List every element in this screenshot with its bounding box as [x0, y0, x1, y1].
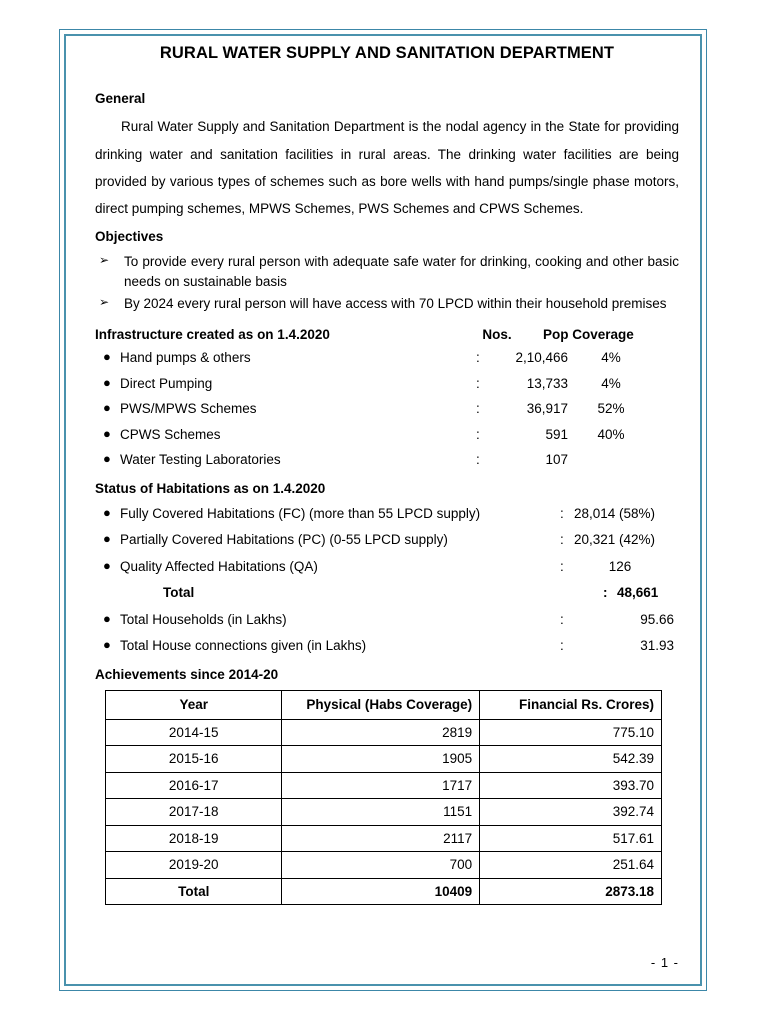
habitations-row [95, 504, 679, 521]
dot-bullet-icon: ● [103, 610, 111, 626]
habitations-label-text: Quality Affected Habitations (QA) [120, 558, 318, 574]
achievements-table-body [106, 719, 662, 905]
cell-physical: 1151 [282, 799, 480, 826]
habitations-value: 28,014 (58%) [574, 505, 656, 521]
cell-financial: 542.39 [480, 746, 662, 773]
colon-separator: : [603, 585, 608, 601]
dot-bullet-icon: ● [103, 374, 111, 390]
infrastructure-label-text: CPWS Schemes [120, 426, 221, 442]
column-header-year: Year [106, 690, 282, 719]
section-heading-achievements: Achievements since 2014-20 [95, 666, 279, 682]
dot-bullet-icon: ● [103, 637, 111, 653]
column-header-nos: Nos. [482, 327, 512, 343]
habitations-label [95, 557, 560, 574]
cell-financial: 517.61 [480, 825, 662, 852]
habitations-label-text: Partially Covered Habitations (PC) (0-55 LPCD supply) [120, 532, 448, 548]
achievements-table-head [106, 690, 662, 719]
table-row [106, 772, 662, 799]
habitations-label [95, 533, 560, 547]
table-row [106, 825, 662, 852]
achievements-table [105, 690, 662, 905]
infrastructure-row [95, 351, 679, 365]
dot-bullet-icon: ● [103, 557, 111, 573]
cell-physical: 2117 [282, 825, 480, 852]
colon-separator: : [560, 558, 564, 574]
dot-bullet-icon: ● [103, 504, 111, 520]
infrastructure-label-text: Water Testing Laboratories [120, 452, 281, 468]
infrastructure-nos-value: 36,917 [526, 401, 568, 417]
table-row [106, 746, 662, 773]
colon-separator: : [476, 401, 480, 417]
colon-separator: : [560, 505, 564, 521]
habitations-list [95, 504, 679, 654]
cell-financial: 775.10 [480, 719, 662, 746]
cell-physical: 1905 [282, 746, 480, 773]
section-heading-habitations: Status of Habitations as on 1.4.2020 [95, 480, 326, 496]
colon-separator: : [560, 638, 564, 654]
habitations-value: 126 [608, 558, 632, 574]
infrastructure-pop-value: 40% [597, 426, 625, 442]
habitations-row [95, 557, 679, 574]
column-header-pop-coverage: Pop Coverage [543, 327, 634, 343]
cell-year: 2015-16 [106, 746, 282, 773]
cell-physical: 700 [282, 852, 480, 879]
cell-physical: 2819 [282, 719, 480, 746]
infrastructure-row [95, 425, 679, 442]
table-row [106, 719, 662, 746]
habitations-label [95, 504, 560, 521]
section-heading-infrastructure: Infrastructure created as on 1.4.2020 [95, 327, 330, 343]
infrastructure-nos-value: 107 [545, 452, 568, 468]
cell-year: 2017-18 [106, 799, 282, 826]
column-header-financial: Financial Rs. Crores) [480, 690, 662, 719]
infrastructure-label [95, 453, 476, 467]
arrow-bullet-icon: ➢ [99, 294, 110, 309]
cell-financial: 251.64 [480, 852, 662, 879]
habitations-row [95, 610, 679, 627]
dot-bullet-icon: ● [103, 531, 111, 547]
cell-year: 2018-19 [106, 825, 282, 852]
cell-financial: 392.74 [480, 799, 662, 826]
infrastructure-label [95, 425, 476, 442]
infrastructure-row [95, 402, 679, 416]
habitations-label [95, 610, 560, 627]
table-header-row [106, 690, 662, 719]
habitations-row [95, 639, 679, 653]
habitations-label-text: Total Households (in Lakhs) [120, 611, 287, 627]
cell-physical: 1717 [282, 772, 480, 799]
section-heading-general: General [95, 90, 146, 106]
habitations-total-value: 48,661 [617, 585, 659, 601]
habitations-value: 31.93 [640, 638, 674, 654]
habitations-label-text: Fully Covered Habitations (FC) (more than 55 LPCD supply) [120, 505, 481, 521]
colon-separator: : [476, 350, 480, 366]
colon-separator: : [560, 611, 564, 627]
objectives-list [95, 252, 679, 314]
infrastructure-label [95, 351, 476, 365]
column-header-physical: Physical (Habs Coverage) [282, 690, 480, 719]
dot-bullet-icon: ● [103, 400, 111, 416]
objective-text: To provide every rural person with adequate safe water for drinking, cooking and other basic needs on sustainable basis [124, 253, 679, 289]
colon-separator: : [476, 426, 480, 442]
infrastructure-row [95, 453, 679, 467]
habitations-row [95, 533, 679, 547]
infrastructure-row [95, 374, 679, 391]
document-body [95, 44, 679, 905]
infrastructure-label-text: Direct Pumping [120, 375, 213, 391]
cell-total-financial: 2873.18 [480, 878, 662, 905]
habitations-value: 95.66 [640, 611, 674, 627]
infrastructure-nos-value: 13,733 [526, 375, 568, 391]
infrastructure-list [95, 351, 679, 467]
section-heading-objectives: Objectives [95, 229, 164, 245]
infrastructure-pop-value: 4% [601, 375, 621, 391]
infrastructure-label [95, 402, 476, 416]
arrow-bullet-icon: ➢ [99, 252, 110, 267]
dot-bullet-icon: ● [103, 425, 111, 441]
infrastructure-header-row [95, 327, 679, 342]
habitations-total-row [95, 586, 679, 600]
table-row [106, 852, 662, 879]
colon-separator: : [476, 375, 480, 391]
habitations-label [95, 639, 560, 653]
page-title: RURAL WATER SUPPLY AND SANITATION DEPARTMENT [159, 44, 615, 62]
habitations-value: 20,321 (42%) [574, 532, 656, 548]
infrastructure-label [95, 374, 476, 391]
infrastructure-pop-value: 4% [601, 350, 621, 366]
cell-year: 2016-17 [106, 772, 282, 799]
dot-bullet-icon: ● [103, 349, 111, 365]
colon-separator: : [476, 452, 480, 468]
infrastructure-label-text: Hand pumps & others [120, 350, 251, 366]
infrastructure-nos-value: 591 [545, 426, 568, 442]
general-paragraph: Rural Water Supply and Sanitation Department is the nodal agency in the State for providing drinking water and sanitation facilities in rural areas. The drinking water facilities are being provided by various types of schemes such as bore wells with hand pumps/single phase motors, direct pumping schemes, MPWS Schemes, PWS Schemes and CPWS Schemes. [95, 119, 679, 217]
page-number-footer: - 1 - [650, 955, 679, 970]
cell-financial: 393.70 [480, 772, 662, 799]
objective-item [95, 294, 679, 314]
table-total-row [106, 878, 662, 905]
habitations-total-label: Total [163, 585, 195, 601]
objective-text: By 2024 every rural person will have access with 70 LPCD within their household premises [124, 295, 667, 311]
cell-total-label: Total [106, 878, 282, 905]
objective-item [95, 252, 679, 292]
table-row [106, 799, 662, 826]
dot-bullet-icon: ● [103, 451, 111, 467]
cell-year: 2019-20 [106, 852, 282, 879]
infrastructure-pop-value: 52% [597, 401, 625, 417]
cell-year: 2014-15 [106, 719, 282, 746]
colon-separator: : [560, 532, 564, 548]
cell-total-physical: 10409 [282, 878, 480, 905]
infrastructure-label-text: PWS/MPWS Schemes [120, 401, 257, 417]
habitations-label-text: Total House connections given (in Lakhs) [120, 638, 367, 654]
infrastructure-nos-value: 2,10,466 [515, 350, 568, 366]
